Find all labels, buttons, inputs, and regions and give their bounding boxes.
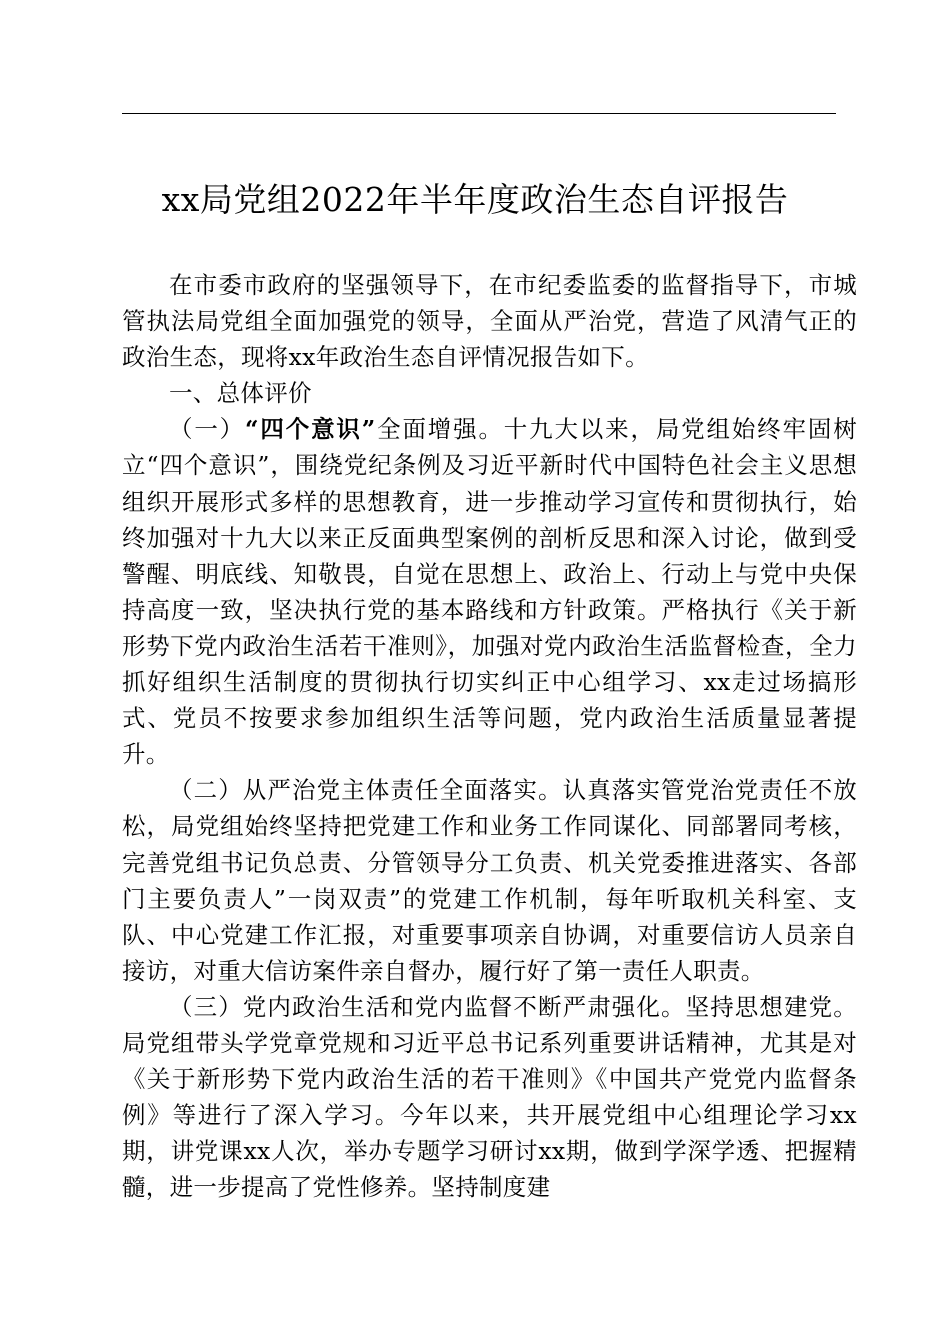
- heading-text: 一、总体评价: [169, 379, 312, 408]
- header-rule: [122, 113, 836, 114]
- paragraph-two: [122, 772, 857, 989]
- paragraph-text: 全面增强。十九大以来，局党组始终牢固树立“四个意识”，围绕党纪条例及习近平新时代中国特色社会主义思想组织开展形式多样的思想教育，进一步推动学习宣传和贯彻执行，始终加强对十九大以来正反面典型案例的剖析反思和深入讨论，做到受警醒、明底线、知敬畏，自觉在思想上、政治上、行动上与党中央保持高度一致，坚决执行党的基本路线和方针政策。严格执行《关于新形势下党内政治生活若干准则》，加强对党内政治生活监督检查，全力抓好组织生活制度的贯彻执行切实纠正中心组学习、xx走过场搞形式、党员不按要求参加组织生活等问题，党内政治生活质量显著提升。: [122, 415, 857, 769]
- paragraph-three: [122, 989, 857, 1206]
- document-body: [122, 267, 857, 1205]
- document-title: xx局党组2022年半年度政治生态自评报告: [161, 180, 789, 219]
- paragraph-one: [122, 411, 857, 772]
- paragraph-text: （三）党内政治生活和党内监督不断严肃强化。坚持思想建党。局党组带头学党章党规和习近平总书记系列重要讲话精神，尤其是对《关于新形势下党内政治生活的若干准则》《中国共产党党内监督条例》等进行了深入学习。今年以来，共开展党组中心组理论学习xx期，讲党课xx人次，举办专题学习研讨xx期，做到学深学透、把握精髓，进一步提高了党性修养。坚持制度建: [122, 992, 857, 1202]
- section-heading: [122, 375, 857, 411]
- paragraph-text: 在市委市政府的坚强领导下，在市纪委监委的监督指导下，市城管执法局党组全面加强党的领导，全面从严治党，营造了风清气正的政治生态，现将xx年政治生态自评情况报告如下。: [122, 271, 857, 372]
- intro-paragraph: [122, 267, 857, 375]
- paragraph-text: （二）从严治党主体责任全面落实。认真落实管党治党责任不放松，局党组始终坚持把党建工作和业务工作同谋化、同部署同考核，完善党组书记负总责、分管领导分工负责、机关党委推进落实、各部门主要负责人”一岗双责”的党建工作机制，每年听取机关科室、支队、中心党建工作汇报，对重要事项亲自协调，对重要信访人员亲自接访，对重大信访案件亲自督办，履行好了第一责任人职责。: [122, 776, 857, 985]
- paragraph-prefix: （一）: [169, 415, 246, 444]
- emphasis-text: “四个意识”: [245, 415, 376, 444]
